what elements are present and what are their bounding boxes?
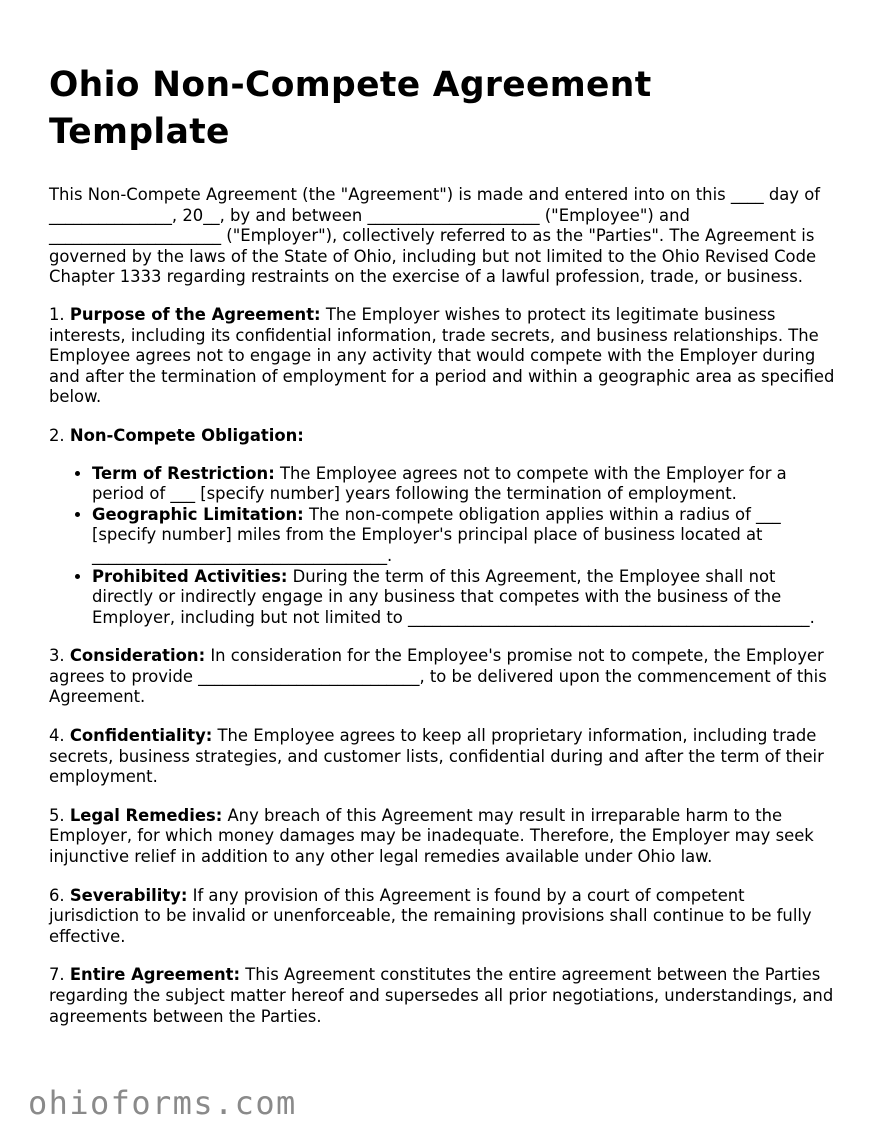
section-text: The Employer wishes to protect its legitimate business interests, including its confidential information, trade secrets, and business relationships. The Employee agrees not to engage in any activity that would compete with the Employer during and after the termination of employment for a period and within a geographic area as specified below.: [49, 304, 835, 407]
section-confidentiality: [49, 726, 839, 788]
section-text: In consideration for the Employee's promise not to compete, the Employer agrees to provide ___________________________, to be delivered upon the commencement of this Agreement.: [49, 646, 827, 707]
list-item-geographic-limitation: [92, 505, 839, 567]
list-item-heading: Term of Restriction:: [92, 463, 275, 483]
section-number: 2.: [49, 425, 65, 445]
list-item-term-of-restriction: [92, 464, 839, 505]
section-text: The Employee agrees to keep all proprietary information, including trade secrets, business strategies, and customer lists, confidential during and after the term of their employment.: [49, 726, 824, 787]
document-title: Ohio Non-Compete Agreement Template: [49, 65, 652, 152]
section-non-compete: [49, 426, 839, 447]
list-item-prohibited-activities: [92, 567, 839, 629]
section-number: 4.: [49, 726, 65, 746]
section-entire-agreement: [49, 965, 839, 1027]
list-item-heading: Geographic Limitation:: [92, 504, 304, 524]
intro-paragraph: This Non-Compete Agreement (the "Agreement") is made and entered into on this ____ day of _______________, 20__, by and between _____________________ ("Employee") and _____________________ ("Employer"), collectively referred to as the "Parties". The Agreement is governed by the laws of the State of Ohio, including but not limited to the Ohio Revised Code Chapter 1333 regarding restraints on the exercise of a lawful profession, trade, or business.: [49, 185, 821, 287]
section-number: 5.: [49, 805, 65, 825]
site-watermark: ohioforms.com: [28, 1084, 297, 1122]
section-number: 1.: [49, 304, 65, 324]
list-item-text: During the term of this Agreement, the Employee shall not directly or indirectly engage in any business that competes with the business of the Employer, including but not limited to _________________________________________________.: [92, 566, 815, 627]
section-severability: [49, 886, 839, 948]
list-item-heading: Prohibited Activities:: [92, 566, 288, 586]
section-consideration: [49, 646, 839, 708]
section-heading: Consideration:: [69, 646, 206, 666]
section-heading: Confidentiality:: [69, 726, 213, 746]
section-text: Any breach of this Agreement may result in irreparable harm to the Employer, for which money damages may be inadequate. Therefore, the Employer may seek injunctive relief in addition to any other legal remedies available under Ohio law.: [49, 805, 814, 867]
list-item-text: The Employee agrees not to compete with the Employer for a period of ___ [specify number] years following the termination of employment.: [92, 463, 787, 504]
section-heading: Severability:: [69, 885, 188, 905]
section-legal-remedies: [49, 806, 839, 868]
section-number: 7.: [49, 965, 65, 985]
section-heading: Non-Compete Obligation:: [69, 425, 304, 445]
list-item-text: The non-compete obligation applies within a radius of ___ [specify number] miles from the Employer's principal place of business located at ____________________________________.: [92, 504, 781, 565]
section-heading: Entire Agreement:: [69, 965, 241, 985]
section-heading: Legal Remedies:: [69, 805, 223, 825]
section-number: 3.: [49, 646, 65, 666]
non-compete-list: [49, 464, 839, 629]
document-page: [49, 62, 839, 1045]
section-heading: Purpose of the Agreement:: [69, 304, 321, 324]
section-number: 6.: [49, 885, 65, 905]
section-purpose: [49, 305, 839, 408]
section-text: This Agreement constitutes the entire agreement between the Parties regarding the subject matter hereof and supersedes all prior negotiations, understandings, and agreements between the Parties.: [49, 965, 834, 1026]
section-text: If any provision of this Agreement is found by a court of competent jurisdiction to be invalid or unenforceable, the remaining provisions shall continue to be fully effective.: [49, 885, 812, 946]
